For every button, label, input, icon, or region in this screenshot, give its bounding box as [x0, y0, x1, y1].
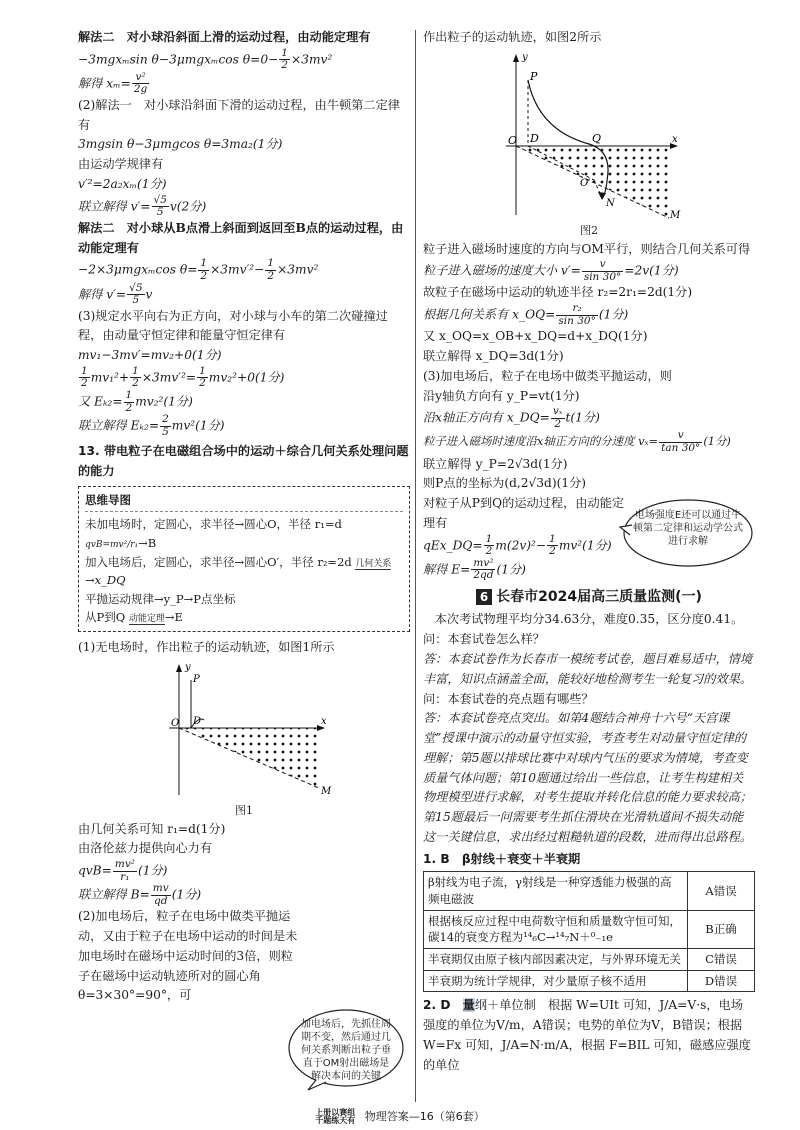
mm-line2: 加入电场后，定圆心，求半径→圆心O′，半径 r₂=2d 几何关系→x_DQ [85, 554, 392, 588]
p2e-text: (2)加电场后，粒子在电场中做类平抛运动，又由于粒子在电场中运动的时间是未加电场时在磁场中运动时间的3倍，则粒子在磁场中运动轨迹所对的圆心角 θ=3×30°=90°，可 [78, 909, 298, 1003]
figure-1-caption: 图1 [235, 803, 253, 817]
svg-text:y: y [522, 51, 528, 63]
table-row: β射线为电子流，γ射线是一种穿透能力极强的高频电磁波 A错误 [424, 872, 755, 910]
q13-title: 13. 带电粒子在电磁组合场中的运动＋综合几何关系处理问题的能力 [78, 444, 409, 478]
figure-1 [159, 660, 332, 800]
r-title: 作出粒子的运动轨迹，如图2所示 [423, 30, 602, 44]
tip-bubble-1: 加电场后，先抓住周期不变，然后通过几何关系判断出粒子垂直于OM射出磁场是解决本问的关键 [286, 1006, 406, 1092]
table-row: 根据核反应过程中电荷数守恒和质量数守恒可知，碳14的衰变方程为¹⁴₆C→¹⁴₇N＋⁰₋₁e B正确 [424, 910, 755, 948]
mind-map-title: 思维导图 [85, 491, 403, 513]
stats: 本次考试物理平均分34.63分，难度0.35，区分度0.41。 [434, 612, 744, 627]
s1-title: 解法二 对小球沿斜面上滑的运动过程，由动能定理有 [78, 30, 371, 44]
a2: 答：本套试卷亮点突出。如第4题结合神舟十六号“天宫课堂”授课中演示的动量守恒实验，考查考生对动量守恒定律的理解；第5题以排球比赛中对球内气压的要求为情境，考查变质量气体问题；第10题通过给出一些信息，让考生构建相关物理模型进行求解，对考生提取并转化信息的能力要求较高；第15题最后一问需要考生抓住滑块在光滑轨道间不损失动能这一关键信息，求出经过粗糙轨道的段数，进而得出总路程。 [423, 711, 753, 844]
p2-title: (2)解法一 对小球沿斜面下滑的运动过程，由牛顿第二定律有 [78, 97, 400, 132]
p3-eq2: $\frac{1}{2}$ mv₁²+ $\frac{1}{2}$ ×3mv′²= $\frac{1}{2}$ mv₂²+0(1分) [81, 364, 285, 390]
p3-result: 联立解得 Eₖ₂= $\frac{2}{5}$ mv²(1分) [78, 413, 225, 438]
set-header: 6 长春市2024届高三质量监测(一) [423, 586, 755, 609]
svg-text:D: D [193, 715, 202, 727]
svg-text:D: D [530, 131, 539, 145]
svg-text:x: x [672, 133, 678, 145]
r-l14: qEx_DQ= $\frac{1}{2}$ m(2v)²− $\frac{1}{2}$ mv²(1分) [423, 532, 612, 558]
p1-title: (1)无电场时，作出粒子的运动轨迹，如图1所示 [78, 640, 335, 655]
mm-line4: 从P到Q 动能定理→E [85, 610, 183, 625]
p2-eq1: 3mgsin θ−3μmgcos θ=3ma₂(1分) [78, 137, 283, 152]
left-column [78, 28, 410, 1006]
r-l13: 对粒子从P到Q的运动过程，由动能定理有 [423, 496, 625, 530]
answer-table [423, 871, 755, 992]
ans2: 2. D 量纲＋单位制 根据 W=UIt 可知，J/A=V·s，电场强度的单位为V/m，A错误；电势的单位为V，B错误；根据 W=Fx 可知，J/A=N·m/A，根据 F=BIL 可知，磁感应强度的单位 [423, 998, 751, 1072]
p2b-result: 解得 v′= $\frac{√5}{5}$ v [78, 281, 153, 307]
tip-bubble-2: 电场强度E还可以通过牛顿第二定律和运动学公式进行求解 [618, 497, 754, 571]
p1-equation: qvB= $\frac{\text{mv²}}{\text{r₁}}$ (1分) [78, 858, 168, 883]
svg-text:O: O [508, 133, 518, 147]
page-footer [0, 1108, 800, 1125]
r-l10: 粒子进入磁场时速度沿x轴正方向的分速度 vₓ= $\frac{v}{\tan 30^\circ}$ (1分) [423, 429, 731, 454]
svg-text:y: y [185, 661, 191, 673]
p2b-equation: −2×3μmgxₘcos θ= $\frac{1}{2}$ ×3mv′²− $\frac{1}{2}$ ×3mv² [78, 257, 319, 282]
mm-line1: 未加电场时，定圆心，求半径→圆心O，半径 r₁=d qvB=mv²/r₁→B [85, 517, 342, 550]
ans1: 1. B β射线＋衰变＋半衰期 [423, 851, 581, 866]
r-l5: 又 x_OQ=x_OB+x_DQ=d+x_DQ(1分) [423, 329, 648, 344]
r-l6: 联立解得 x_DQ=3d(1分) [423, 349, 564, 364]
svg-text:M: M [321, 785, 332, 797]
s1-result: 解得 xₘ= $\frac{\text{v²}}{2g}$ [78, 70, 148, 96]
svg-text:O′: O′ [580, 177, 591, 189]
r-l11: 联立解得 y_P=2√3d(1分) [423, 456, 568, 471]
column-divider [415, 30, 416, 1102]
figure-2-caption: 图2 [580, 223, 598, 237]
r-l15: 解得 E= $\frac{\text{mv²}}{2qd}$ (1分) [423, 556, 526, 582]
a1: 答：本套试卷作为长春市一模统考试卷，题目难易适中，情境丰富，知识点涵盖全面，能较好地检测考生一轮复习的效果。 [423, 652, 753, 686]
svg-text:N: N [606, 197, 615, 209]
r-l1: 粒子进入磁场时速度的方向与OM平行，则结合几何关系可得 [423, 241, 751, 256]
p3-eq3: 又 Eₖ₂= $\frac{1}{2}$ mv₂²(1分) [78, 388, 193, 414]
r-l12: 则P点的坐标为(d,2√3d)(1分) [423, 476, 587, 491]
svg-text:M: M [670, 209, 681, 221]
svg-text:x: x [321, 715, 327, 727]
p2-result: 联立解得 v′= $\frac{√5}{5}$ v(2分) [78, 193, 207, 219]
set-number: 6 [476, 589, 492, 605]
figure-2 [494, 50, 684, 220]
mind-map [78, 486, 410, 632]
r-l4: 根据几何关系有 x_OQ= $\frac{\text{r₂}}{\sin 30^\circ}$ (1分) [423, 302, 629, 327]
q1: 问：本套试卷怎么样？ [423, 632, 545, 647]
r-l2: 粒子进入磁场的速度大小 v′= $\frac{v}{\sin 30^\circ}$ =2v(1分) [423, 258, 679, 283]
r-l3: 故粒子在磁场中运动的轨迹半径 r₂=2r₁=2d(1分) [423, 285, 693, 300]
table-row: 半衰期仅由原子核内部因素决定，与外界环境无关 C错误 [424, 949, 755, 971]
svg-text:O: O [171, 717, 180, 729]
footer-text: 物理答案—16（第6套） [364, 1110, 485, 1123]
r-l8: 沿y轴负方向有 y_P=vt(1分) [423, 388, 580, 403]
svg-text:P: P [193, 673, 200, 685]
table-row: 半衰期为统计学规律，对少量原子核不适用 D错误 [424, 970, 755, 992]
q2: 问：本套试卷的亮点题有哪些？ [423, 691, 594, 706]
r-l9: 沿x轴正方向有 x_DQ= $\frac{\text{vₓ}}{2}$ t(1分) [423, 405, 600, 430]
p2-eq2: v′²=2a₂xₘ(1分) [78, 177, 167, 192]
p1-result: 联立解得 B= $\frac{mv}{qd}$ (1分) [78, 882, 202, 907]
p1-lor: 由洛伦兹力提供向心力有 [78, 841, 213, 856]
footer-logo: 上册以赛组 千题练天有 [315, 1107, 356, 1125]
p1-geo: 由几何关系可知 r₁=d(1分) [78, 821, 226, 836]
p3-title: (3)规定水平向右为正方向，对小球与小车的第二次碰撞过程，由动量守恒定律和能量守恒定律有 [78, 308, 388, 343]
r-l7: (3)加电场后，粒子在电场中做类平抛运动，则 [423, 368, 672, 383]
mm-line3: 平抛运动规律→y_P→P点坐标 [85, 591, 236, 606]
p2-kin: 由运动学规律有 [78, 157, 164, 172]
p2b-title: 解法二 对小球从B点滑上斜面到返回至B点的运动过程，由动能定理有 [78, 220, 404, 255]
s1-equation: −3mgxₘsin θ−3μmgxₘcos θ=0− $\frac{1}{2}$ ×3mv² [78, 46, 333, 72]
svg-text:Q: Q [592, 131, 602, 145]
p3-eq1: mv₁−3mv′=mv₂+0(1分) [78, 348, 222, 363]
svg-text:P: P [530, 69, 538, 83]
